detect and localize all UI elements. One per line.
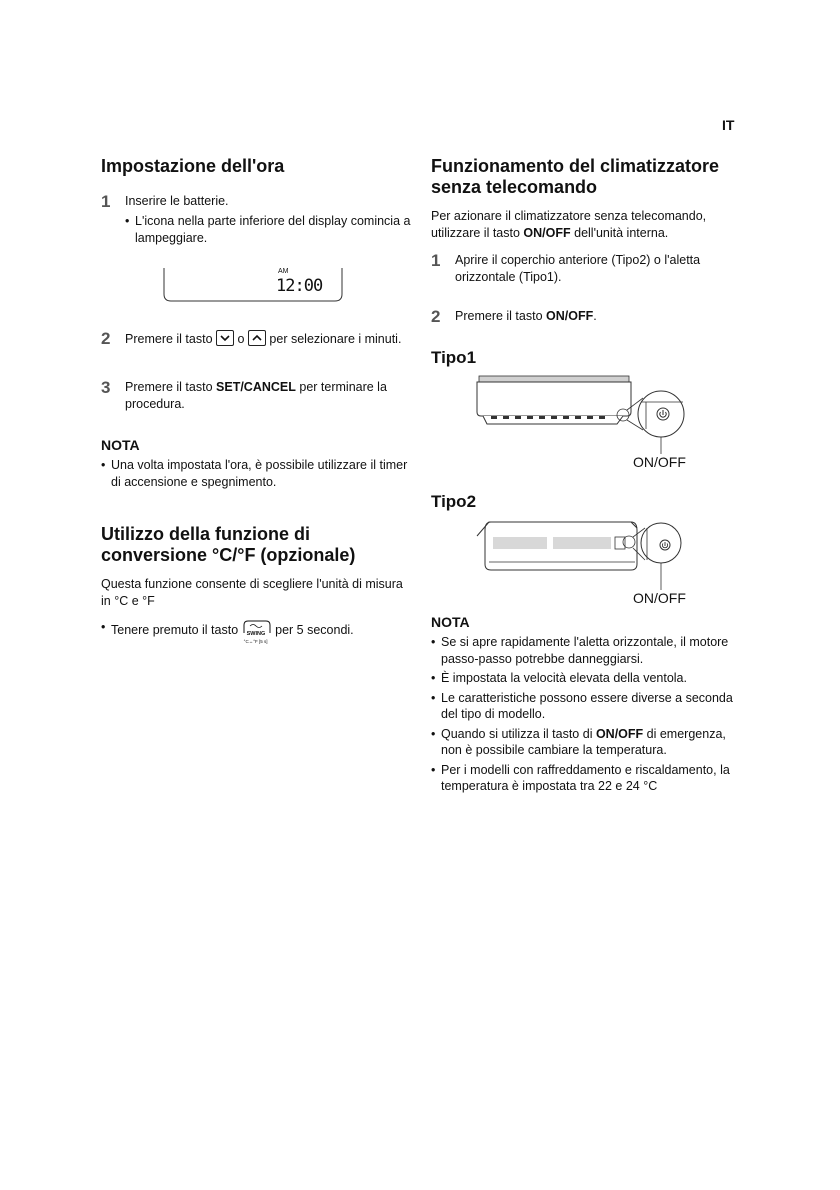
step-number: 1 — [101, 192, 111, 211]
tipo2-unit-illustration — [431, 518, 741, 600]
bullet-text: È impostata la velocità elevata della ventola. — [441, 671, 687, 685]
conversion-intro: Questa funzione consente di scegliere l'unità di misura in °C e °F — [101, 577, 403, 608]
language-code: IT — [722, 117, 735, 133]
right-note-bullet-2 — [431, 670, 741, 687]
step-text — [125, 378, 411, 412]
right-note-title: NOTA — [431, 614, 470, 630]
lcd-display — [163, 268, 343, 302]
left-column — [101, 156, 411, 644]
step-2-text-after: . — [593, 309, 597, 323]
conversion-title-line2: conversione °C/°F (opzionale) — [101, 545, 356, 565]
step-2-text-before: Premere il tasto — [455, 309, 543, 323]
noremote-title-line1: Funzionamento del climatizzatore — [431, 156, 720, 176]
bullet-text: Una volta impostata l'ora, è possibile utilizzare il timer di accensione e spegnimento. — [111, 458, 408, 489]
noremote-title-line2: senza telecomando — [431, 177, 598, 197]
bullet-4-after: di emergenza, non è possibile cambiare la temperatura. — [441, 726, 726, 757]
bullet-dot: • — [431, 762, 436, 777]
time-note-title: NOTA — [101, 437, 140, 453]
step-text — [125, 329, 411, 348]
step-text: Aprire il coperchio anteriore (Tipo2) o l'aletta orizzontale (Tipo1). — [455, 253, 701, 284]
set-cancel-label: SET/CANCEL — [216, 380, 296, 394]
conversion-bullet-after: per 5 secondi. — [275, 623, 354, 637]
step-number: 1 — [431, 251, 441, 270]
chevron-up-icon — [251, 333, 263, 343]
noremote-intro-after: dell'unità interna. — [574, 225, 669, 240]
time-section-title: Impostazione dell'ora — [101, 156, 285, 176]
tipo1-unit-illustration — [431, 374, 741, 456]
right-note-bullet-3 — [431, 690, 741, 723]
bullet-text: Le caratteristiche possono essere diverse a seconda del tipo di modello. — [441, 690, 733, 721]
noremote-intro-before: Per azionare il climatizzatore senza telecomando, utilizzare il tasto — [431, 209, 707, 240]
bullet-text — [441, 726, 741, 759]
lcd-ampm: AM — [278, 268, 289, 275]
conversion-bullet-before: Tenere premuto il tasto — [111, 623, 239, 637]
time-step-1 — [101, 192, 411, 211]
step-text — [455, 307, 741, 325]
bullet-text: Per i modelli con raffreddamento e riscaldamento, la temperatura è impostata tra 22 e 24 °C — [441, 762, 730, 793]
right-note-bullet-1 — [431, 634, 741, 667]
swing-key — [242, 619, 272, 644]
noremote-section-title — [431, 156, 741, 198]
right-note-bullet-4 — [431, 726, 741, 759]
tipo1-figure — [431, 374, 741, 474]
conversion-title-line1: Utilizzo della funzione di — [101, 524, 310, 544]
noremote-step-2 — [431, 307, 741, 326]
time-step-3 — [101, 378, 411, 412]
step-number: 3 — [101, 378, 111, 397]
right-note-bullet-5 — [431, 762, 741, 795]
onoff-label: ON/OFF — [546, 309, 594, 323]
bullet-dot: • — [125, 214, 130, 228]
step-3-text-after: per terminare la procedura. — [125, 380, 387, 411]
step-number: 2 — [431, 307, 441, 326]
step-2-text-after: per selezionare i minuti. — [269, 332, 402, 346]
bullet-text — [111, 619, 411, 644]
right-column — [431, 156, 741, 795]
time-step-2 — [101, 329, 411, 348]
tipo2-figure — [431, 518, 741, 618]
tipo2-title: Tipo2 — [431, 492, 477, 511]
step-number: 2 — [101, 329, 111, 348]
onoff-label: ON/OFF — [523, 225, 571, 240]
conversion-bullet — [101, 619, 411, 644]
time-step-1-bullet — [125, 213, 411, 246]
bullet-text: Se si apre rapidamente l'aletta orizzontale, il motore passo-passo potrebbe danneggiarsi. — [441, 635, 729, 666]
time-note-bullet — [101, 457, 411, 490]
swing-key-label: SWING — [246, 631, 266, 637]
bullet-dot: • — [101, 458, 106, 472]
conversion-section-title — [101, 524, 411, 566]
down-key — [216, 330, 234, 346]
onoff-label: ON/OFF — [595, 726, 644, 741]
lcd-time: 12:00 — [276, 276, 323, 296]
tipo2-onoff-label: ON/OFF — [633, 590, 686, 606]
bullet-dot: • — [431, 690, 436, 705]
tipo1-title: Tipo1 — [431, 348, 477, 367]
swing-key-sub: °C↔°F [5 s] — [243, 639, 268, 644]
bullet-dot: • — [431, 671, 436, 685]
step-3-text-before: Premere il tasto — [125, 380, 213, 394]
step-text: Inserire le batterie. — [125, 194, 229, 208]
chevron-down-icon — [219, 333, 231, 343]
tipo1-onoff-label: ON/OFF — [633, 454, 686, 470]
bullet-4-before: Quando si utilizza il tasto di — [441, 726, 593, 741]
step-2-text-between: o — [237, 332, 245, 346]
noremote-intro — [431, 208, 741, 241]
up-key — [248, 330, 266, 346]
bullet-dot: • — [101, 620, 106, 634]
noremote-step-1 — [431, 251, 741, 285]
bullet-dot: • — [431, 635, 436, 649]
bullet-text: L'icona nella parte inferiore del display comincia a lampeggiare. — [135, 214, 411, 245]
bullet-dot: • — [431, 726, 436, 741]
step-2-text-before: Premere il tasto — [125, 332, 213, 346]
